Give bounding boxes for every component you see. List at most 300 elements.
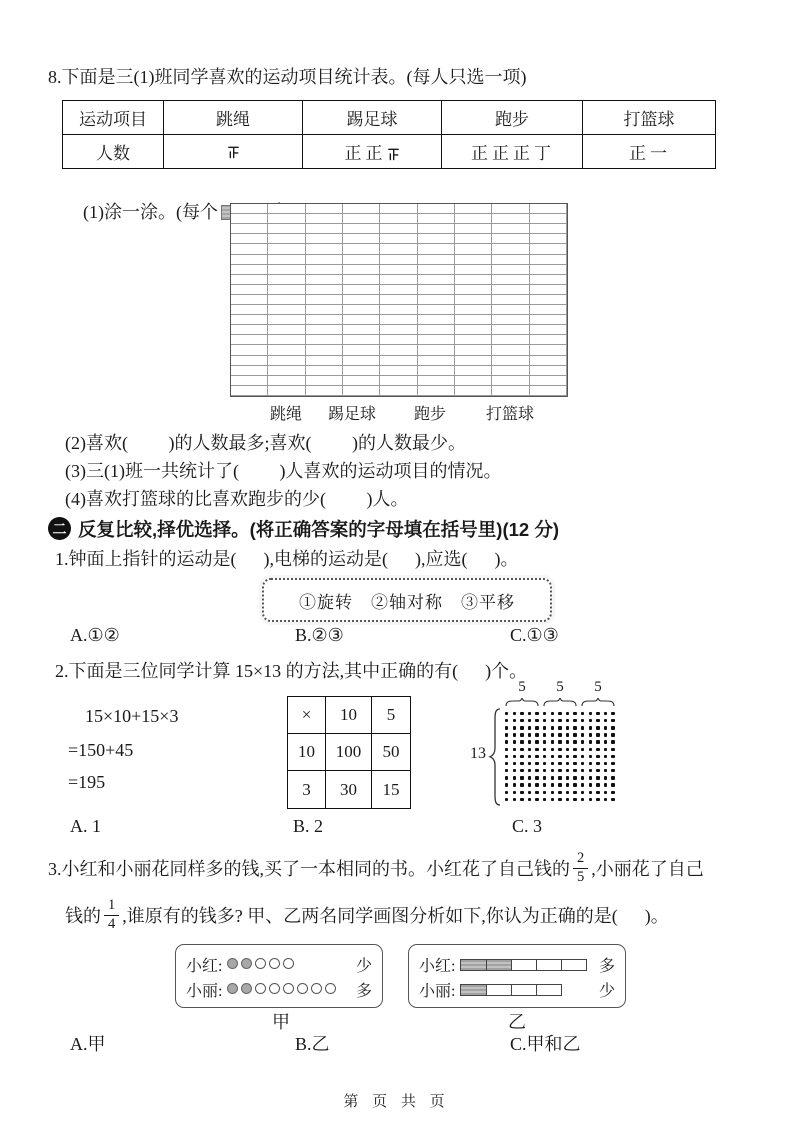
- dot: [596, 755, 599, 758]
- dot: [551, 719, 554, 722]
- dot: [513, 755, 516, 758]
- dot: [589, 762, 592, 765]
- dot: [581, 726, 584, 729]
- dot: [513, 791, 516, 794]
- grid-cell[interactable]: [306, 366, 343, 376]
- tally-cell: [442, 135, 583, 169]
- dot: [528, 748, 531, 751]
- grid-cell[interactable]: [455, 204, 492, 214]
- dot: [611, 798, 614, 801]
- grid-cell[interactable]: [455, 356, 492, 366]
- empty-circle: [255, 983, 266, 994]
- dot: [581, 755, 584, 758]
- grid-cell[interactable]: [530, 386, 567, 396]
- dot: [573, 798, 576, 801]
- grid-cell[interactable]: [306, 244, 343, 254]
- grid-cell[interactable]: [306, 255, 343, 265]
- grid-cell[interactable]: [492, 234, 529, 244]
- grid-cell[interactable]: [530, 376, 567, 386]
- grid-cell[interactable]: [343, 345, 380, 355]
- grid-cell[interactable]: [492, 356, 529, 366]
- diagram-yi-box: [408, 944, 626, 1008]
- dot: [520, 769, 523, 772]
- grid-cell[interactable]: [380, 214, 417, 224]
- grid-cell[interactable]: [306, 345, 343, 355]
- dot: [543, 783, 546, 786]
- dot: [611, 733, 614, 736]
- q3-line1-suffix: ,小丽花了自己: [591, 859, 704, 879]
- grid-cell[interactable]: [492, 265, 529, 275]
- grid-cell[interactable]: [530, 366, 567, 376]
- dot: [596, 783, 599, 786]
- grid-cell[interactable]: [492, 285, 529, 295]
- grid-cell[interactable]: [455, 345, 492, 355]
- dot: [543, 762, 546, 765]
- grid-cell[interactable]: [530, 265, 567, 275]
- grid-cell[interactable]: [418, 285, 455, 295]
- grid-cell[interactable]: [343, 224, 380, 234]
- grid-cell[interactable]: [455, 386, 492, 396]
- tally-cell: [164, 135, 303, 169]
- amount-tag: 多: [355, 983, 372, 1000]
- grid-cell[interactable]: [343, 325, 380, 335]
- overbrace-icon: [580, 698, 616, 707]
- q1-choice-a[interactable]: A.①②: [70, 625, 120, 645]
- grid-cell[interactable]: [418, 325, 455, 335]
- grid-cell[interactable]: [380, 325, 417, 335]
- grid-cell[interactable]: [231, 244, 268, 254]
- grid-cell[interactable]: [231, 335, 268, 345]
- grid-cell[interactable]: [306, 376, 343, 386]
- grid-cell[interactable]: [268, 224, 305, 234]
- grid-cell[interactable]: [455, 224, 492, 234]
- tally-mark: 正: [365, 144, 385, 163]
- dot: [604, 733, 607, 736]
- grid-cell[interactable]: [530, 345, 567, 355]
- axis-label-running: 跑步: [413, 406, 446, 423]
- dot: [520, 740, 523, 743]
- grid-cell[interactable]: [418, 335, 455, 345]
- grid-cell[interactable]: [231, 376, 268, 386]
- grid-cell[interactable]: [231, 325, 268, 335]
- axis-label-basketball: 打篮球: [485, 406, 534, 423]
- grid-cell[interactable]: [306, 285, 343, 295]
- grid-cell[interactable]: [343, 315, 380, 325]
- grid-cell[interactable]: [231, 234, 268, 244]
- grid-cell[interactable]: [306, 356, 343, 366]
- tally-mark: 一: [650, 144, 669, 163]
- grid-cell[interactable]: [306, 204, 343, 214]
- dot: [558, 783, 561, 786]
- grid-cell[interactable]: [306, 315, 343, 325]
- section-two-title: 反复比较,择优选择。(将正确答案的字母填在括号里)(12 分): [78, 519, 560, 540]
- grid-cell[interactable]: [268, 255, 305, 265]
- grid-cell[interactable]: [380, 285, 417, 295]
- dot: [513, 726, 516, 729]
- q2-group-label: 5: [556, 679, 564, 695]
- grid-cell[interactable]: [492, 295, 529, 305]
- grid-cell[interactable]: [231, 265, 268, 275]
- grid-cell[interactable]: [455, 214, 492, 224]
- grid-cell[interactable]: [455, 325, 492, 335]
- grid-cell[interactable]: [455, 335, 492, 345]
- dot: [535, 719, 538, 722]
- q8-sub4: (4)喜欢打篮球的比喜欢跑步的少( )人。: [65, 489, 409, 509]
- grid-cell[interactable]: [530, 356, 567, 366]
- grid-cell[interactable]: [418, 376, 455, 386]
- q2-choice-c[interactable]: C. 3: [512, 816, 543, 836]
- dot: [589, 748, 592, 751]
- empty-segment: [562, 960, 586, 970]
- grid-cell[interactable]: [231, 345, 268, 355]
- grid-cell[interactable]: [343, 275, 380, 285]
- overbrace-icon: [542, 698, 578, 707]
- grid-cell[interactable]: [380, 345, 417, 355]
- dot: [551, 769, 554, 772]
- grid-cell[interactable]: [492, 325, 529, 335]
- table-row: [63, 135, 716, 169]
- grid-cell[interactable]: [530, 234, 567, 244]
- q3-choice-c[interactable]: C.甲和乙: [510, 1034, 581, 1054]
- grid-cell[interactable]: [530, 325, 567, 335]
- grid-cell[interactable]: [492, 315, 529, 325]
- grid-cell[interactable]: [492, 305, 529, 315]
- dot: [604, 719, 607, 722]
- grid-cell[interactable]: [455, 305, 492, 315]
- empty-circle: [283, 983, 294, 994]
- grid-cell[interactable]: [268, 295, 305, 305]
- grid-cell[interactable]: [455, 366, 492, 376]
- grid-cell[interactable]: [455, 275, 492, 285]
- dot: [558, 791, 561, 794]
- q2-choice-a[interactable]: A. 1: [70, 816, 101, 836]
- grid-cell[interactable]: [343, 295, 380, 305]
- dot: [535, 762, 538, 765]
- grid-cell[interactable]: [455, 295, 492, 305]
- grid-cell[interactable]: [231, 366, 268, 376]
- grid-cell[interactable]: [492, 386, 529, 396]
- left-brace-icon: [488, 708, 502, 806]
- grid-cell[interactable]: [268, 356, 305, 366]
- dot: [604, 798, 607, 801]
- dot: [528, 740, 531, 743]
- dot: [528, 783, 531, 786]
- grid-cell[interactable]: [343, 244, 380, 254]
- grid-cell[interactable]: [418, 315, 455, 325]
- dot: [596, 791, 599, 794]
- grid-cell[interactable]: [306, 265, 343, 275]
- tally-mark: 丁: [534, 144, 553, 163]
- grid-cell[interactable]: [492, 335, 529, 345]
- dot: [513, 712, 516, 715]
- grid-cell[interactable]: [268, 335, 305, 345]
- grid-cell[interactable]: [418, 345, 455, 355]
- grid-cell[interactable]: [492, 255, 529, 265]
- grid-cell[interactable]: [306, 234, 343, 244]
- dot: [558, 755, 561, 758]
- dot: [558, 733, 561, 736]
- dot: [566, 719, 569, 722]
- table-cell: 100: [326, 734, 372, 771]
- grid-cell[interactable]: [455, 234, 492, 244]
- grid-cell[interactable]: [268, 366, 305, 376]
- dot: [543, 798, 546, 801]
- dot: [543, 726, 546, 729]
- q2-method-a-line3: =195: [68, 772, 106, 792]
- grid-cell[interactable]: [380, 204, 417, 214]
- grid-cell[interactable]: [530, 295, 567, 305]
- table-cell: 50: [372, 734, 410, 771]
- grid-cell[interactable]: [455, 285, 492, 295]
- grid-cell[interactable]: [380, 234, 417, 244]
- dot: [505, 762, 508, 765]
- grid-cell[interactable]: [455, 265, 492, 275]
- dot: [528, 769, 531, 772]
- grid-cell[interactable]: [455, 315, 492, 325]
- table-cell: 3: [288, 771, 326, 808]
- grid-cell[interactable]: [380, 244, 417, 254]
- caption-yi: 乙: [508, 1012, 526, 1032]
- dot: [589, 755, 592, 758]
- grid-cell[interactable]: [268, 315, 305, 325]
- grid-cell[interactable]: [455, 255, 492, 265]
- grid-cell[interactable]: [492, 275, 529, 285]
- grid-cell[interactable]: [380, 366, 417, 376]
- dot: [558, 726, 561, 729]
- grid-cell[interactable]: [306, 275, 343, 285]
- grid-cell[interactable]: [343, 285, 380, 295]
- dot: [505, 748, 508, 751]
- grid-cell[interactable]: [418, 204, 455, 214]
- dot: [581, 719, 584, 722]
- grid-cell[interactable]: [306, 325, 343, 335]
- grid-cell[interactable]: [492, 366, 529, 376]
- grid-cell[interactable]: [268, 234, 305, 244]
- q3-line2: [65, 893, 669, 937]
- grid-cell[interactable]: [268, 376, 305, 386]
- filled-circle: [227, 958, 238, 969]
- grid-cell[interactable]: [268, 204, 305, 214]
- grid-cell[interactable]: [530, 204, 567, 214]
- grid-cell[interactable]: [418, 265, 455, 275]
- dot: [520, 755, 523, 758]
- grid-cell[interactable]: [530, 335, 567, 345]
- dot: [551, 783, 554, 786]
- dot: [611, 740, 614, 743]
- grid-cell[interactable]: [268, 305, 305, 315]
- dot: [604, 769, 607, 772]
- grid-cell[interactable]: [380, 356, 417, 366]
- dot: [543, 712, 546, 715]
- grid-cell[interactable]: [306, 305, 343, 315]
- dot: [558, 740, 561, 743]
- grid-cell[interactable]: [418, 295, 455, 305]
- grid-cell[interactable]: [343, 255, 380, 265]
- grid-cell[interactable]: [530, 275, 567, 285]
- grid-cell[interactable]: [530, 285, 567, 295]
- grid-cell[interactable]: [343, 265, 380, 275]
- grid-cell[interactable]: [343, 386, 380, 396]
- q3-line1-prefix: 3.小红和小丽花同样多的钱,买了一本相同的书。小红花了自己钱的: [48, 859, 570, 879]
- grid-cell[interactable]: [231, 386, 268, 396]
- dot: [528, 719, 531, 722]
- grid-cell[interactable]: [343, 376, 380, 386]
- table-row: [63, 101, 716, 135]
- grid-cell[interactable]: [268, 325, 305, 335]
- grid-cell[interactable]: [380, 275, 417, 285]
- dot: [573, 712, 576, 715]
- dot: [543, 776, 546, 779]
- grid-cell[interactable]: [231, 285, 268, 295]
- dot: [596, 712, 599, 715]
- grid-cell[interactable]: [343, 214, 380, 224]
- grid-cell[interactable]: [530, 315, 567, 325]
- grid-cell[interactable]: [343, 366, 380, 376]
- page-footer: 第 页 共 页: [343, 1094, 450, 1110]
- grid-cell[interactable]: [530, 244, 567, 254]
- dot: [596, 769, 599, 772]
- grid-cell[interactable]: [380, 255, 417, 265]
- dot: [558, 748, 561, 751]
- dot: [558, 719, 561, 722]
- grid-cell[interactable]: [380, 305, 417, 315]
- grid-cell[interactable]: [231, 224, 268, 234]
- grid-cell[interactable]: [492, 224, 529, 234]
- grid-cell[interactable]: [492, 214, 529, 224]
- tally-mark: 正: [471, 144, 490, 163]
- grid-cell[interactable]: [268, 345, 305, 355]
- dot: [505, 798, 508, 801]
- grid-cell[interactable]: [418, 244, 455, 254]
- grid-cell[interactable]: [492, 345, 529, 355]
- q1-choice-c[interactable]: C.①③: [510, 625, 559, 645]
- grid-cell[interactable]: [231, 204, 268, 214]
- section-two-badge: 二: [48, 517, 71, 540]
- grid-cell[interactable]: [492, 376, 529, 386]
- grid-cell[interactable]: [343, 234, 380, 244]
- grid-cell[interactable]: [380, 386, 417, 396]
- grid-cell[interactable]: [380, 335, 417, 345]
- grid-cell[interactable]: [268, 244, 305, 254]
- grid-cell[interactable]: [530, 305, 567, 315]
- dot: [558, 712, 561, 715]
- dot: [528, 726, 531, 729]
- dot: [604, 726, 607, 729]
- grid-cell[interactable]: [231, 356, 268, 366]
- grid-cell[interactable]: [530, 255, 567, 265]
- grid-cell[interactable]: [418, 386, 455, 396]
- grid-cell[interactable]: [418, 224, 455, 234]
- q8-title: 8.下面是三(1)班同学喜欢的运动项目统计表。(每人只选一项): [48, 67, 527, 87]
- grid-cell[interactable]: [418, 305, 455, 315]
- grid-cell[interactable]: [306, 214, 343, 224]
- grid-cell[interactable]: [530, 214, 567, 224]
- grid-cell[interactable]: [231, 214, 268, 224]
- dot: [505, 783, 508, 786]
- dot: [596, 762, 599, 765]
- grid-cell[interactable]: [418, 275, 455, 285]
- grid-cell[interactable]: [492, 244, 529, 254]
- grid-cell[interactable]: [343, 356, 380, 366]
- dot: [566, 740, 569, 743]
- grid-cell[interactable]: [418, 366, 455, 376]
- dot: [551, 798, 554, 801]
- grid-cell[interactable]: [380, 224, 417, 234]
- dot: [573, 783, 576, 786]
- grid-cell[interactable]: [306, 224, 343, 234]
- grid-cell[interactable]: [306, 295, 343, 305]
- grid-cell[interactable]: [231, 295, 268, 305]
- q2-row-count-label: 13: [470, 745, 486, 762]
- dot: [573, 769, 576, 772]
- grid-cell[interactable]: [418, 234, 455, 244]
- grid-cell[interactable]: [231, 275, 268, 285]
- grid-cell[interactable]: [306, 386, 343, 396]
- grid-cell[interactable]: [380, 376, 417, 386]
- dot: [573, 733, 576, 736]
- dot: [566, 755, 569, 758]
- q3-choice-a[interactable]: A.甲: [70, 1034, 106, 1054]
- dot: [535, 769, 538, 772]
- grid-cell[interactable]: [231, 305, 268, 315]
- dot: [528, 755, 531, 758]
- q1-choice-b[interactable]: B.②③: [295, 625, 344, 645]
- dot: [520, 733, 523, 736]
- grid-cell[interactable]: [268, 265, 305, 275]
- grid-cell[interactable]: [231, 315, 268, 325]
- dot: [589, 776, 592, 779]
- grid-cell[interactable]: [231, 255, 268, 265]
- grid-cell[interactable]: [418, 356, 455, 366]
- grid-cell[interactable]: [306, 335, 343, 345]
- grid-cell[interactable]: [343, 305, 380, 315]
- dot: [611, 712, 614, 715]
- grid-cell[interactable]: [530, 224, 567, 234]
- dot: [589, 798, 592, 801]
- row-label: 小丽:: [186, 983, 223, 1000]
- q3-choice-b[interactable]: B.乙: [295, 1034, 330, 1054]
- grid-cell[interactable]: [455, 376, 492, 386]
- dot: [520, 726, 523, 729]
- dot: [520, 712, 523, 715]
- dot: [566, 712, 569, 715]
- dot: [543, 769, 546, 772]
- dot: [581, 798, 584, 801]
- grid-cell[interactable]: [492, 204, 529, 214]
- q2-choice-b[interactable]: B. 2: [293, 816, 324, 836]
- grid-cell[interactable]: [418, 214, 455, 224]
- grid-cell[interactable]: [268, 275, 305, 285]
- dot: [535, 783, 538, 786]
- grid-cell[interactable]: [343, 204, 380, 214]
- grid-cell[interactable]: [455, 244, 492, 254]
- dot: [528, 791, 531, 794]
- grid-cell[interactable]: [380, 315, 417, 325]
- dot: [589, 712, 592, 715]
- yi-row-xiaoli: [419, 977, 615, 1002]
- grid-cell[interactable]: [343, 335, 380, 345]
- dot: [611, 776, 614, 779]
- empty-segment: [512, 985, 537, 995]
- grid-cell[interactable]: [268, 386, 305, 396]
- grid-cell[interactable]: [268, 214, 305, 224]
- table-cell: 5: [372, 697, 410, 734]
- grid-cell[interactable]: [418, 255, 455, 265]
- grid-cell[interactable]: [268, 285, 305, 295]
- grid-cell[interactable]: [380, 265, 417, 275]
- q2-group-label: 5: [594, 679, 602, 695]
- grid-cell[interactable]: [380, 295, 417, 305]
